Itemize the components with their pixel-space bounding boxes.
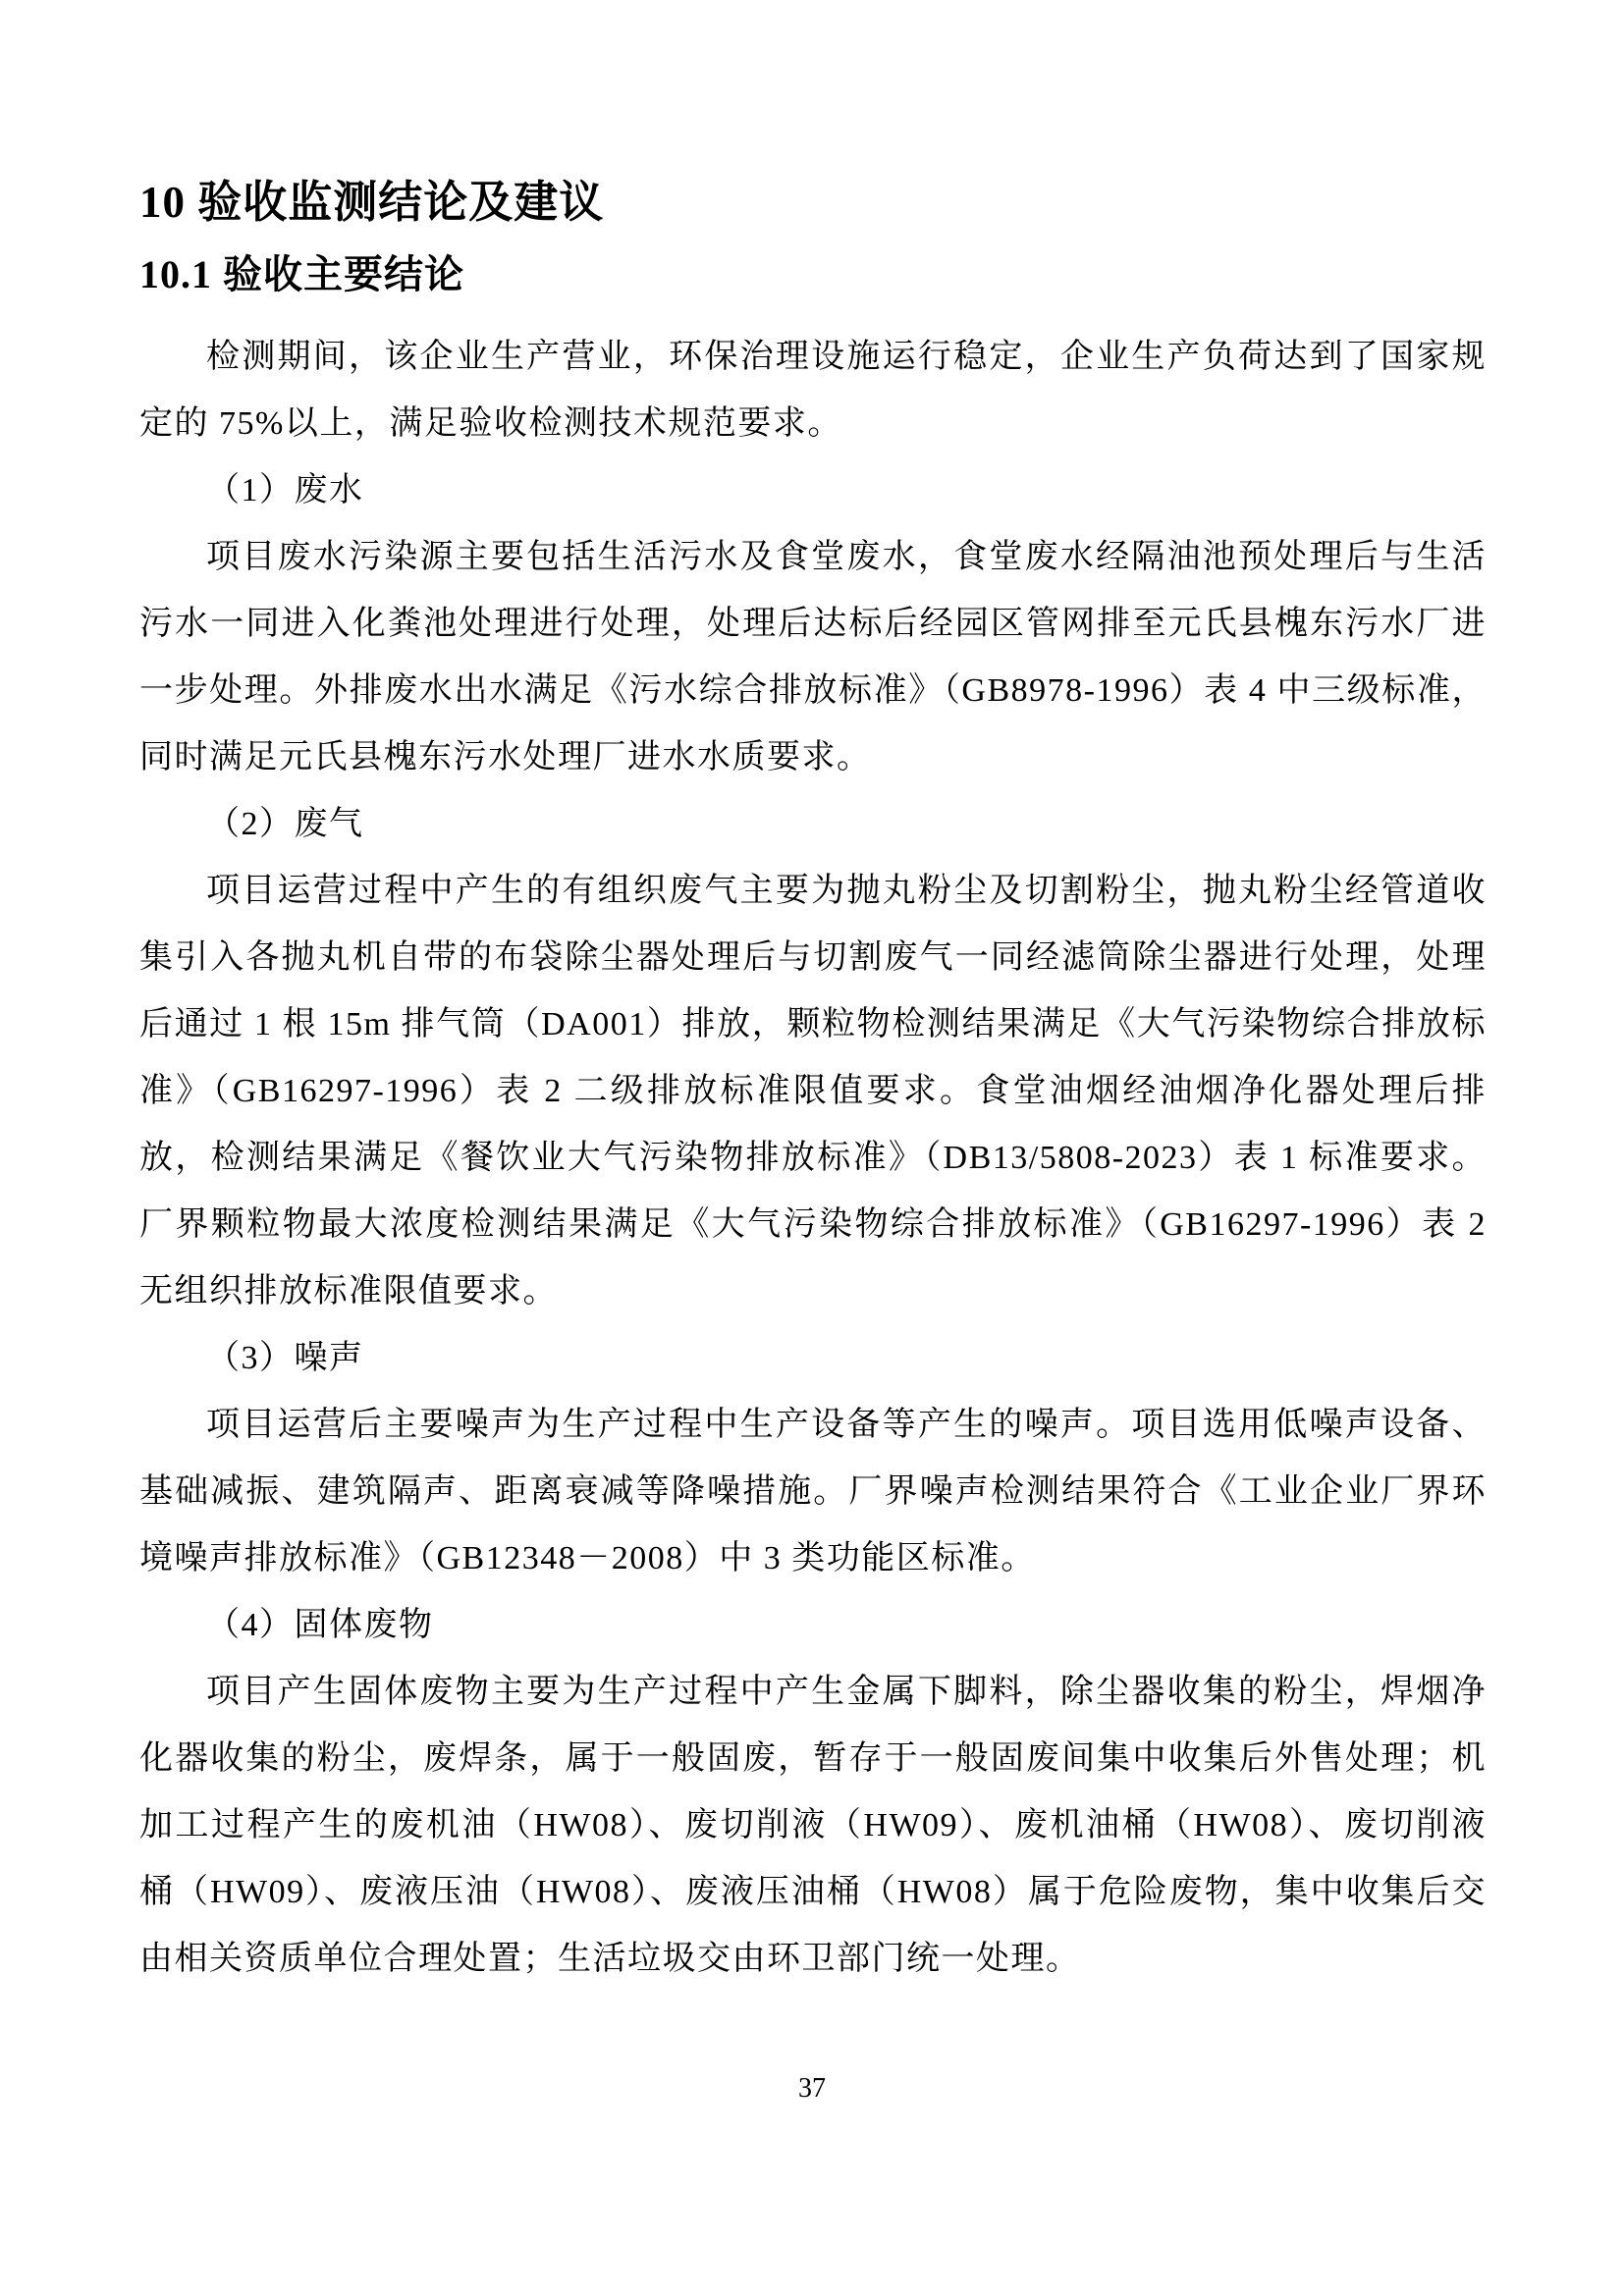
page-content	[139, 175, 1487, 1993]
section-heading: 10 验收监测结论及建议	[139, 178, 605, 227]
item-label-solid-waste: （4）固体废物	[206, 1607, 434, 1644]
paragraph-noise: 项目运营后主要噪声为生产过程中生产设备等产生的噪声。项目选用低噪声设备、基础减振、建筑隔声、距离衰减等降噪措施。厂界噪声检测结果符合《工业企业厂界环境噪声排放标准》（GB12348－2008）中 3 类功能区标准。	[139, 1407, 1487, 1577]
paragraph-exhaust-gas: 项目运营过程中产生的有组织废气主要为抛丸粉尘及切割粉尘，抛丸粉尘经管道收集引入各抛丸机自带的布袋除尘器处理后与切割废气一同经滤筒除尘器进行处理，处理后通过 1 根 15m 排气筒（DA001）排放，颗粒物检测结果满足《大气污染物综合排放标准》（GB16297-1996）表 2 二级排放标准限值要求。食堂油烟经油烟净化器处理后排放，检测结果满足《餐饮业大气污染物排放标准》（DB13/5808-2023）表 1 标准要求。厂界颗粒物最大浓度检测结果满足《大气污染物综合排放标准》（GB16297-1996）表 2 无组织排放标准限值要求。	[139, 873, 1487, 1310]
paragraph-wastewater: 项目废水污染源主要包括生活污水及食堂废水，食堂废水经隔油池预处理后与生活污水一同进入化粪池处理进行处理，处理后达标后经园区管网排至元氏县槐东污水厂进一步处理。外排废水出水满足《污水综合排放标准》（GB8978-1996）表 4 中三级标准，同时满足元氏县槐东污水处理厂进水水质要求。	[139, 539, 1487, 776]
item-label-noise: （3）噪声	[206, 1340, 364, 1377]
item-label-exhaust-gas: （2）废气	[206, 806, 364, 843]
item-label-wastewater: （1）废水	[206, 472, 364, 509]
paragraph-intro: 检测期间，该企业生产营业，环保治理设施运行稳定，企业生产负荷达到了国家规定的 75%以上，满足验收检测技术规范要求。	[139, 339, 1487, 443]
subsection-heading: 10.1 验收主要结论	[139, 252, 464, 297]
paragraph-solid-waste: 项目产生固体废物主要为生产过程中产生金属下脚料，除尘器收集的粉尘，焊烟净化器收集的粉尘，废焊条，属于一般固废，暂存于一般固废间集中收集后外售处理；机加工过程产生的废机油（HW08）、废切削液（HW09）、废机油桶（HW08）、废切削液桶（HW09）、废液压油（HW08）、废液压油桶（HW08）属于危险废物，集中收集后交由相关资质单位合理处置；生活垃圾交由环卫部门统一处理。	[139, 1674, 1487, 1978]
page-number: 37	[798, 2073, 826, 2104]
